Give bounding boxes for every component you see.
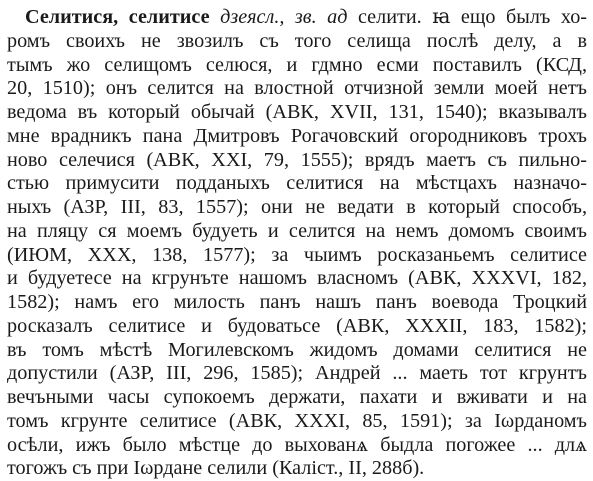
entry-line-17: вечъными часы супокоемъ держати, пахати и вживати и на bbox=[7, 386, 587, 408]
entry-line-1-text: селити. ꙗ ещо былъ хо- bbox=[347, 6, 587, 28]
entry-line-11: (ИЮМ, XXX, 138, 1577); за чыимъ росказаньемъ селитисе bbox=[7, 243, 587, 266]
entry-line-10: на пляцу ся моемъ будуеть и селится на немъ домомъ своимъ bbox=[7, 219, 587, 242]
entry-line-13: 1582); намъ его милость панъ нашъ панъ воевода Троцкий bbox=[7, 291, 587, 313]
entry-line-8: стью примусити подданыхъ селитися на мѣстцахъ назначо- bbox=[7, 172, 587, 195]
entry-line-4: 20, 1510); онъ селится на влостной отчизной земли моей нетъ bbox=[7, 77, 587, 100]
entry-line-7: ново селечися (АВК, XXI, 79, 1555); врядъ маетъ съ пильно- bbox=[7, 148, 587, 171]
entry-line-20: тогожъ съ при Іωрдане селили (Калiст., II, 288б). bbox=[7, 457, 425, 480]
entry-line-2: ромъ своихъ не звозилъ съ того селища послѣ делу, а в bbox=[7, 29, 587, 52]
entry-line-19: осѣли, ижъ было мѣстце до выхованѧ быдла погожее ... длѧ bbox=[7, 433, 587, 456]
entry-line-12: и будуетесе на кгрунъте нашомъ власномъ (АВК, XXXVI, 182, bbox=[7, 267, 587, 290]
entry-line-6: мне врадникъ пана Дмитровъ Рогачовский огородниковъ трохъ bbox=[7, 124, 587, 147]
entry-line-15: въ томъ мѣстѣ Могилевскомъ жидомъ домами селитися не bbox=[7, 338, 587, 361]
entry-line-18: томъ кгрунте селитисе (АВК, XXXI, 85, 1591); за Іωрданомъ bbox=[7, 409, 587, 432]
entry-headword: Селитися, селитисе bbox=[25, 6, 210, 28]
entry-line-14: росказалъ селитисе и будоватьсе (АВК, XXXII, 183, 1582); bbox=[7, 314, 587, 337]
entry-line-1 bbox=[7, 6, 587, 30]
entry-line-9: ныхъ (АЗР, III, 83, 1557); они не ведати в который способъ, bbox=[7, 196, 587, 218]
entry-line-3: тымъ жо селищомъ селюся, и гдмно есми поставилъ (КСД, bbox=[7, 53, 587, 76]
entry-line-16: допустили (АЗР, III, 296, 1585); Андрей ... маеть тот кгрунтъ bbox=[7, 362, 587, 385]
entry-grammar: дзеясл., зв. ад bbox=[220, 6, 348, 28]
dictionary-entry bbox=[7, 6, 587, 481]
entry-line-5: ведома въ который обычай (АВК, XVII, 131, 1540); вказывалъ bbox=[7, 101, 587, 123]
